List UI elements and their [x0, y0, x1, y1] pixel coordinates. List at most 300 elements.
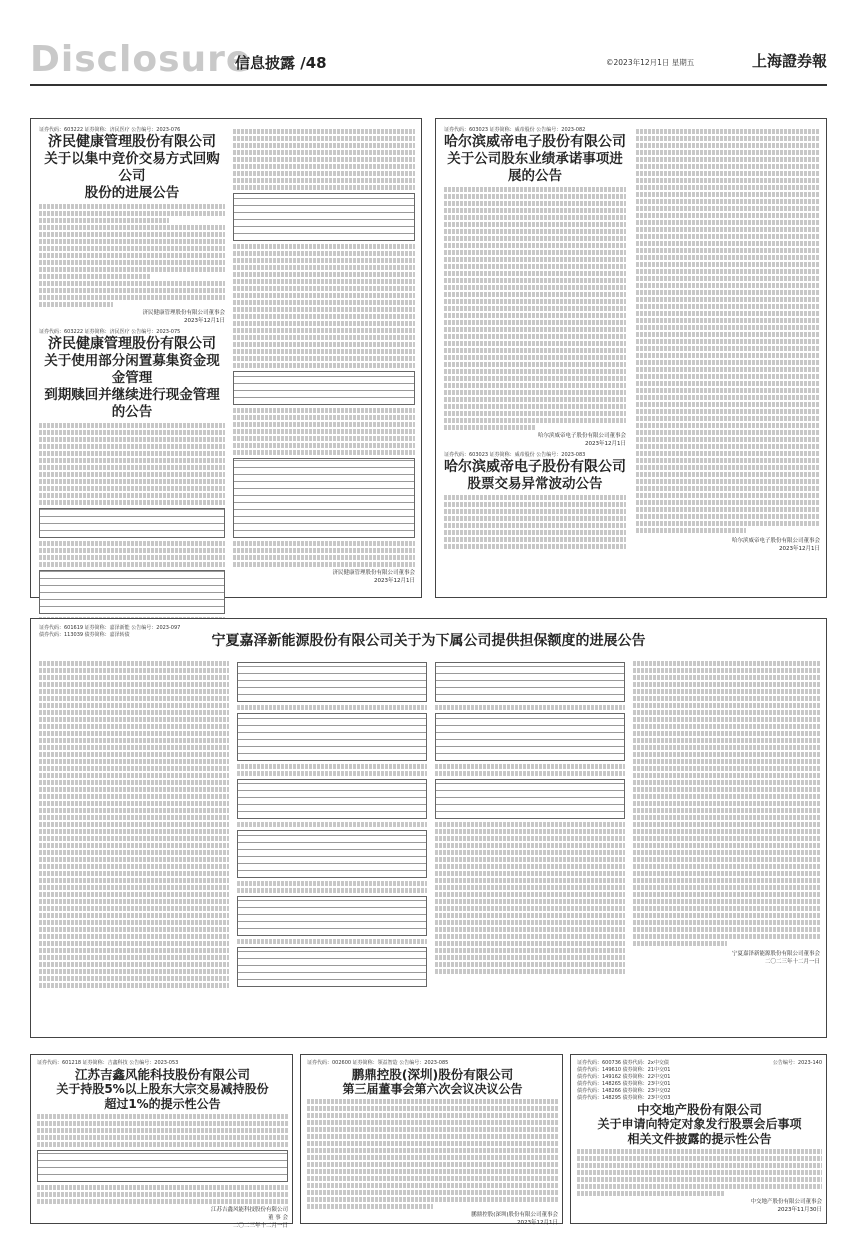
d2-date: 2023年12月1日 — [517, 1220, 558, 1226]
body-text-line — [307, 1127, 558, 1132]
body-text-line — [435, 878, 625, 883]
body-text-line — [636, 423, 820, 428]
body-text-line — [307, 1183, 558, 1188]
body-text-line — [633, 913, 820, 918]
body-text-line — [444, 236, 626, 241]
body-text-line — [444, 229, 626, 234]
body-text-line — [435, 822, 625, 827]
body-text-line — [39, 541, 225, 546]
body-text-line — [636, 248, 820, 253]
b1-date: 2023年12月1日 — [585, 441, 626, 447]
body-text-line — [636, 465, 820, 470]
body-text-line — [39, 689, 229, 694]
body-text-line — [435, 885, 625, 890]
body-text-line — [633, 829, 820, 834]
body-text-line — [435, 948, 625, 953]
body-text-line — [444, 299, 626, 304]
body-text-line — [233, 185, 415, 190]
d3-title-line2: 相关文件披露的提示性公告 — [627, 1132, 772, 1146]
d3-code-1: 证券代码：600736 债券代码：2x中交债 — [577, 1060, 669, 1066]
header-rule — [30, 84, 827, 86]
a2-table-3 — [233, 193, 415, 241]
body-text-line — [636, 325, 820, 330]
body-text-line — [633, 773, 820, 778]
body-text-line — [307, 1148, 558, 1153]
d2-code: 证券代码：002600 证券简称：领益智造 公告编号：2023-085 — [307, 1060, 449, 1066]
body-text-line — [37, 1128, 288, 1133]
body-text-line — [37, 1199, 288, 1204]
body-text-line — [233, 178, 415, 183]
body-text-line — [577, 1177, 822, 1182]
body-text-line — [636, 150, 820, 155]
body-text-line — [39, 976, 229, 981]
c-code1: 证券代码：601619 证券简称：嘉泽新能 公告编号：2023-097 — [39, 625, 181, 631]
body-text-line — [633, 941, 727, 946]
body-text-line — [39, 703, 229, 708]
b1-title: 关于公司股东业绩承诺事项进展的公告 — [447, 151, 623, 184]
body-text-line — [636, 199, 820, 204]
body-text-line — [39, 864, 229, 869]
body-text-line — [39, 232, 225, 237]
body-text-line — [39, 787, 229, 792]
body-text-line — [435, 920, 625, 925]
body-text-line — [307, 1155, 558, 1160]
body-text-line — [39, 717, 229, 722]
body-text-line — [39, 465, 225, 470]
body-text-line — [444, 292, 626, 297]
body-text-line — [636, 486, 820, 491]
body-text-line — [633, 920, 820, 925]
body-text-line — [636, 241, 820, 246]
body-text-line — [435, 899, 625, 904]
body-text-line — [233, 136, 415, 141]
body-text-line — [307, 1162, 558, 1167]
body-text-line — [39, 451, 225, 456]
body-text-line — [237, 771, 427, 776]
d1-table — [37, 1150, 288, 1182]
body-text-line — [39, 885, 229, 890]
a2-title-line1: 关于使用部分闲置募集资金现金管理 — [44, 353, 220, 386]
body-text-line — [39, 281, 225, 286]
jimin-col2 — [233, 127, 415, 597]
body-text-line — [435, 906, 625, 911]
d3-notice-no: 公告编号：2023-140 — [772, 1060, 822, 1066]
body-text-line — [39, 738, 229, 743]
body-text-line — [39, 808, 229, 813]
body-text-line — [39, 920, 229, 925]
body-text-line — [39, 752, 229, 757]
body-text-line — [39, 710, 229, 715]
jiaze-col3 — [435, 659, 625, 1033]
body-text-line — [233, 548, 415, 553]
body-text-line — [633, 850, 820, 855]
body-text-line — [307, 1169, 558, 1174]
b1-signature: 哈尔滨威帝电子股份有限公司董事会 — [537, 433, 626, 439]
d3-code-2: 债券代码：149610 债券简称：21中交01 — [577, 1067, 671, 1073]
body-text-line — [633, 878, 820, 883]
body-text-line — [444, 341, 626, 346]
body-text-line — [444, 390, 626, 395]
body-text-line — [636, 276, 820, 281]
body-text-line — [233, 450, 415, 455]
body-text-line — [577, 1191, 724, 1196]
body-text-line — [37, 1135, 288, 1140]
body-text-line — [39, 948, 229, 953]
body-text-line — [633, 696, 820, 701]
body-text-line — [636, 164, 820, 169]
body-text-line — [39, 246, 225, 251]
body-text-line — [636, 437, 820, 442]
d3-company: 中交地产股份有限公司 — [636, 1102, 762, 1117]
body-text-line — [233, 265, 415, 270]
body-text-line — [633, 661, 820, 666]
body-text-line — [307, 1099, 558, 1104]
body-text-line — [435, 962, 625, 967]
body-text-line — [39, 983, 229, 988]
body-text-line — [444, 271, 626, 276]
body-text-line — [636, 451, 820, 456]
body-text-line — [636, 507, 820, 512]
body-text-line — [633, 745, 820, 750]
body-text-line — [633, 752, 820, 757]
body-text-line — [233, 279, 415, 284]
b1-code: 证券代码：603023 证券简称：威帝股份 公告编号：2023-082 — [444, 127, 586, 133]
masthead-brand: Disclosure — [30, 39, 252, 80]
body-text-line — [633, 934, 820, 939]
body-text-line — [636, 402, 820, 407]
body-text-line — [636, 521, 820, 526]
c-table-6 — [237, 947, 427, 987]
c-date: 二〇二三年十二月一日 — [764, 959, 820, 965]
body-text-line — [636, 444, 820, 449]
article-jiaze — [30, 618, 827, 1038]
d1-title-line1: 关于持股5%以上股东大宗交易减持股份 — [56, 1082, 269, 1096]
body-text-line — [444, 502, 626, 507]
body-text-line — [633, 710, 820, 715]
body-text-line — [636, 290, 820, 295]
body-text-line — [39, 927, 229, 932]
body-text-line — [233, 429, 415, 434]
body-text-line — [237, 888, 427, 893]
body-text-line — [39, 766, 229, 771]
d1-board: 董 事 会 — [268, 1215, 288, 1221]
body-text-line — [307, 1197, 558, 1202]
body-text-line — [636, 395, 820, 400]
body-text-line — [39, 871, 229, 876]
body-text-line — [444, 250, 626, 255]
body-text-line — [39, 562, 225, 567]
body-text-line — [577, 1170, 822, 1175]
body-text-line — [233, 272, 415, 277]
a2-title-line2: 到期赎回并继续进行现金管理的公告 — [44, 387, 220, 420]
b2-signature: 哈尔滨威帝电子股份有限公司董事会 — [731, 538, 820, 544]
body-text-line — [39, 668, 229, 673]
body-text-line — [435, 836, 625, 841]
body-text-line — [39, 962, 229, 967]
body-text-line — [633, 927, 820, 932]
a1-company: 济民健康管理股份有限公司 — [48, 134, 216, 150]
body-text-line — [233, 286, 415, 291]
body-text-line — [577, 1163, 822, 1168]
page-header — [0, 0, 857, 90]
body-text-line — [39, 423, 225, 428]
body-text-line — [444, 257, 626, 262]
body-text-line — [435, 927, 625, 932]
a2-company: 济民健康管理股份有限公司 — [48, 336, 216, 352]
body-text-line — [233, 157, 415, 162]
a2-signature: 济民健康管理股份有限公司董事会 — [332, 570, 415, 576]
d1-code: 证券代码：601218 证券简称：吉鑫科技 公告编号：2023-053 — [37, 1060, 179, 1066]
body-text-line — [37, 1185, 288, 1190]
body-text-line — [237, 881, 427, 886]
c-table-1 — [237, 662, 427, 702]
jiaze-col1 — [39, 659, 229, 1033]
body-text-line — [577, 1184, 822, 1189]
body-text-line — [633, 724, 820, 729]
c-signature: 宁夏嘉泽新能源股份有限公司董事会 — [731, 951, 820, 957]
body-text-line — [233, 422, 415, 427]
body-text-line — [444, 425, 535, 430]
body-text-line — [39, 773, 229, 778]
body-text-line — [39, 822, 229, 827]
body-text-line — [39, 843, 229, 848]
d3-code-3: 债券代码：149162 债券简称：22中交01 — [577, 1074, 671, 1080]
body-text-line — [636, 129, 820, 134]
body-text-line — [39, 288, 225, 293]
body-text-line — [39, 430, 225, 435]
body-text-line — [435, 955, 625, 960]
body-text-line — [636, 493, 820, 498]
b2-title: 股票交易异常波动公告 — [467, 476, 603, 492]
body-text-line — [435, 843, 625, 848]
body-text-line — [636, 346, 820, 351]
body-text-line — [577, 1149, 822, 1154]
body-text-line — [444, 418, 626, 423]
body-text-line — [636, 479, 820, 484]
newspaper-logo: 上海證券報 — [751, 52, 827, 70]
body-text-line — [233, 171, 415, 176]
body-text-line — [37, 1192, 288, 1197]
body-text-line — [233, 258, 415, 263]
body-text-line — [233, 342, 415, 347]
body-text-line — [444, 208, 626, 213]
body-text-line — [444, 313, 626, 318]
body-text-line — [435, 850, 625, 855]
d2-company: 鹏鼎控股(深圳)股份有限公司 — [351, 1067, 514, 1082]
body-text-line — [636, 374, 820, 379]
body-text-line — [39, 829, 229, 834]
body-text-line — [633, 787, 820, 792]
body-text-line — [39, 878, 229, 883]
body-text-line — [636, 409, 820, 414]
body-text-line — [307, 1204, 433, 1209]
d3-code-6: 债券代码：148295 债券简称：23中交03 — [577, 1095, 671, 1101]
body-text-line — [633, 794, 820, 799]
body-text-line — [435, 857, 625, 862]
c-table-8 — [435, 713, 625, 761]
body-text-line — [636, 269, 820, 274]
a1-date: 2023年12月1日 — [184, 318, 225, 324]
c-title: 宁夏嘉泽新能源股份有限公司关于为下属公司提供担保额度的进展公告 — [211, 633, 646, 649]
body-text-line — [233, 356, 415, 361]
body-text-line — [39, 260, 225, 265]
body-text-line — [39, 437, 225, 442]
body-text-line — [636, 528, 746, 533]
body-text-line — [633, 906, 820, 911]
body-text-line — [39, 253, 225, 258]
body-text-line — [39, 955, 229, 960]
body-text-line — [233, 129, 415, 134]
body-text-line — [233, 307, 415, 312]
b1-company: 哈尔滨威帝电子股份有限公司 — [444, 134, 626, 150]
article-pengding — [300, 1054, 563, 1224]
body-text-line — [233, 408, 415, 413]
body-text-line — [233, 314, 415, 319]
body-text-line — [633, 689, 820, 694]
weidi-col2 — [636, 127, 820, 597]
body-text-line — [39, 239, 225, 244]
body-text-line — [444, 243, 626, 248]
body-text-line — [636, 304, 820, 309]
body-text-line — [636, 178, 820, 183]
body-text-line — [233, 436, 415, 441]
body-text-line — [444, 285, 626, 290]
body-text-line — [636, 416, 820, 421]
body-text-line — [39, 274, 151, 279]
body-text-line — [444, 411, 626, 416]
body-text-line — [633, 668, 820, 673]
body-text-line — [37, 1114, 288, 1119]
body-text-line — [435, 941, 625, 946]
body-text-line — [237, 939, 427, 944]
body-text-line — [636, 500, 820, 505]
body-text-line — [636, 255, 820, 260]
body-text-line — [435, 771, 625, 776]
body-text-line — [39, 745, 229, 750]
body-text-line — [633, 675, 820, 680]
zhongjiao-body — [577, 1060, 822, 1220]
body-text-line — [233, 363, 415, 368]
body-text-line — [39, 211, 225, 216]
body-text-line — [636, 472, 820, 477]
body-text-line — [636, 234, 820, 239]
body-text-line — [636, 220, 820, 225]
body-text-line — [39, 500, 225, 505]
body-text-line — [39, 458, 225, 463]
a2-table-4 — [233, 371, 415, 405]
a2-code: 证券代码：603222 证券简称：济民医疗 公告编号：2023-075 — [39, 329, 181, 335]
body-text-line — [636, 514, 820, 519]
body-text-line — [444, 369, 626, 374]
d3-code-4: 债券代码：148265 债券简称：23中交01 — [577, 1081, 671, 1087]
body-text-line — [233, 415, 415, 420]
body-text-line — [633, 801, 820, 806]
section-title: 信息披露 /48 — [235, 54, 327, 72]
body-text-line — [636, 318, 820, 323]
body-text-line — [633, 808, 820, 813]
body-text-line — [39, 696, 229, 701]
body-text-line — [636, 297, 820, 302]
body-text-line — [233, 143, 415, 148]
body-text-line — [39, 857, 229, 862]
body-text-line — [39, 486, 225, 491]
body-text-line — [444, 530, 626, 535]
body-text-line — [37, 1142, 288, 1147]
body-text-line — [636, 143, 820, 148]
c-table-9 — [435, 779, 625, 819]
d1-title-line2: 超过1%的提示性公告 — [104, 1097, 221, 1111]
body-text-line — [233, 328, 415, 333]
body-text-line — [636, 192, 820, 197]
body-text-line — [444, 320, 626, 325]
body-text-line — [633, 780, 820, 785]
body-text-line — [636, 430, 820, 435]
body-text-line — [636, 339, 820, 344]
body-text-line — [633, 717, 820, 722]
body-text-line — [636, 311, 820, 316]
b2-date: 2023年12月1日 — [779, 546, 820, 552]
body-text-line — [233, 335, 415, 340]
body-text-line — [39, 267, 225, 272]
body-text-line — [233, 251, 415, 256]
body-text-line — [39, 493, 225, 498]
body-text-line — [444, 327, 626, 332]
d2-title: 第三届董事会第六次会议决议公告 — [342, 1082, 523, 1096]
body-text-line — [39, 794, 229, 799]
body-text-line — [307, 1113, 558, 1118]
body-text-line — [633, 899, 820, 904]
body-text-line — [636, 332, 820, 337]
body-text-line — [39, 661, 229, 666]
body-text-line — [237, 822, 427, 827]
body-text-line — [39, 969, 229, 974]
body-text-line — [636, 388, 820, 393]
body-text-line — [307, 1190, 558, 1195]
jimin-col1 — [39, 127, 225, 597]
jixin-body — [37, 1060, 288, 1229]
body-text-line — [444, 201, 626, 206]
body-text-line — [39, 548, 225, 553]
body-text-line — [444, 397, 626, 402]
body-text-line — [444, 306, 626, 311]
body-text-line — [435, 864, 625, 869]
body-text-line — [39, 850, 229, 855]
body-text-line — [39, 815, 229, 820]
body-text-line — [39, 836, 229, 841]
body-text-line — [233, 541, 415, 546]
article-zhongjiao — [570, 1054, 827, 1224]
body-text-line — [636, 227, 820, 232]
a1-code: 证券代码：603222 证券简称：济民医疗 公告编号：2023-076 — [39, 127, 181, 133]
body-text-line — [233, 555, 415, 560]
body-text-line — [37, 1121, 288, 1126]
d1-date: 二〇二三年十二月一日 — [232, 1223, 288, 1229]
body-text-line — [39, 295, 225, 300]
d2-signature: 鹏鼎控股(深圳)股份有限公司董事会 — [471, 1212, 558, 1218]
a1-title-line1: 关于以集中竞价交易方式回购公司 — [44, 151, 220, 184]
body-text-line — [39, 204, 225, 209]
weidi-col1 — [444, 127, 626, 597]
body-text-line — [636, 458, 820, 463]
c-table-4 — [237, 830, 427, 878]
body-text-line — [435, 892, 625, 897]
body-text-line — [435, 764, 625, 769]
body-text-line — [444, 194, 626, 199]
body-text-line — [444, 362, 626, 367]
body-text-line — [633, 843, 820, 848]
c-table-5 — [237, 896, 427, 936]
body-text-line — [307, 1120, 558, 1125]
